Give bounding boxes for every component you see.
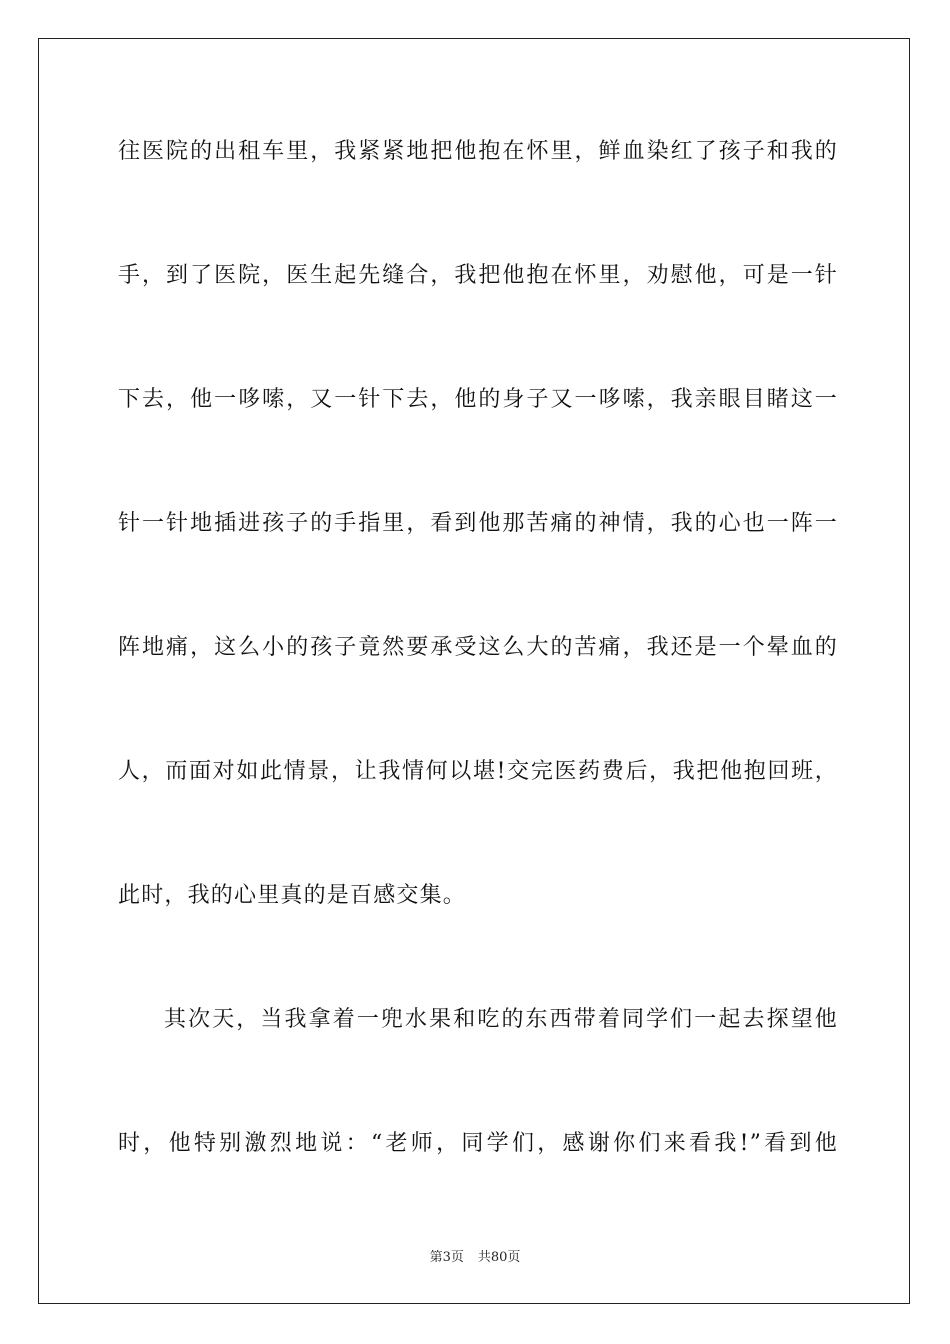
text-line-3: 下去，他一哆嗦，又一针下去，他的身子又一哆嗦，我亲眼目睹这一: [118, 387, 838, 412]
page-number: 第3页: [429, 1250, 464, 1265]
text-line-2: 手，到了医院，医生起先缝合，我把他抱在怀里，劝慰他，可是一针: [118, 263, 838, 288]
text-line-4: 针一针地插进孩子的手指里，看到他那苦痛的神情，我的心也一阵一: [118, 511, 838, 536]
page-total: 共80页: [477, 1250, 521, 1265]
text-line-9: 时，他特别激烈地说：“老师，同学们，感谢你们来看我!”看到他: [118, 1131, 838, 1156]
paragraph-start-line: 其次天，当我拿着一兜水果和吃的东西带着同学们一起去探望他: [164, 1007, 838, 1032]
text-line-5: 阵地痛，这么小的孩子竟然要承受这么大的苦痛，我还是一个晕血的: [118, 635, 838, 660]
page-footer: [0, 1250, 950, 1266]
text-line-7: 此时，我的心里真的是百感交集。: [118, 883, 467, 908]
text-line-6: 人，而面对如此情景，让我情何以堪!交完医药费后，我把他抱回班，: [118, 759, 838, 784]
page-border: [38, 38, 910, 1304]
text-line-1: 往医院的出租车里，我紧紧地把他抱在怀里，鲜血染红了孩子和我的: [118, 139, 838, 164]
